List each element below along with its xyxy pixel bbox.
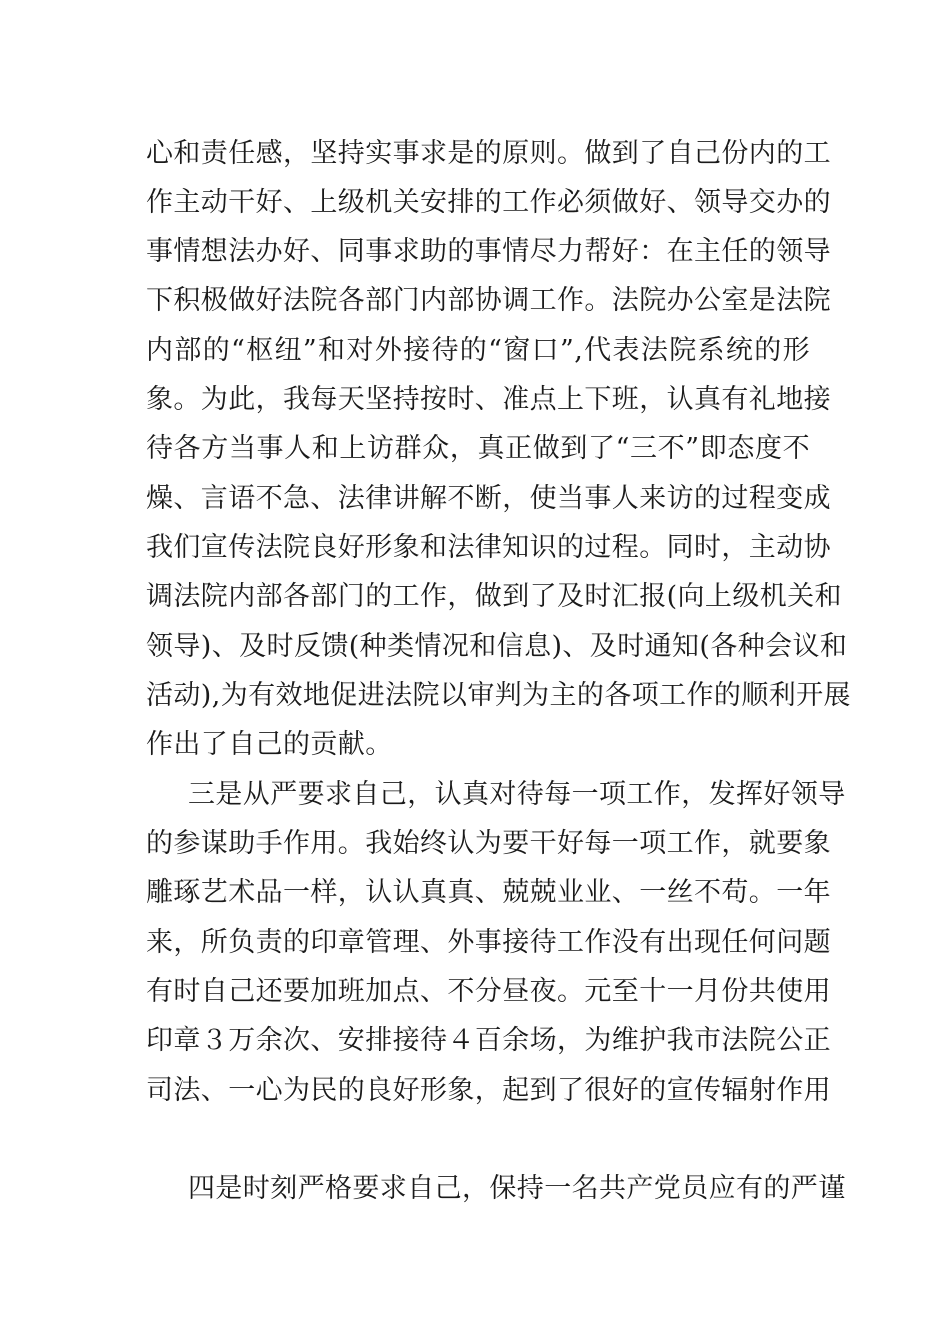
text-line: 心和责任感，坚持实事求是的原则。做到了自己份内的工 xyxy=(146,138,831,169)
paragraph-start-line: 四是时刻严格要求自己，保持一名共产党员应有的严谨 xyxy=(188,1173,846,1204)
text-line: 雕琢艺术品一样，认认真真、兢兢业业、一丝不苟。一年 xyxy=(146,877,831,908)
text-line: 作主动干好、上级机关安排的工作必须做好、领导交办的 xyxy=(146,187,831,218)
text-line: 事情想法办好、同事求助的事情尽力帮好：在主任的领导 xyxy=(146,236,831,267)
text-line: 作出了自己的贡献。 xyxy=(146,729,393,760)
text-line: 待各方当事人和上访群众，真正做到了“三不”即态度不 xyxy=(146,433,810,464)
text-line: 调法院内部各部门的工作，做到了及时汇报(向上级机关和 xyxy=(146,581,842,612)
text-line: 的参谋助手作用。我始终认为要干好每一项工作，就要象 xyxy=(146,828,831,859)
text-line: 我们宣传法院良好形象和法律知识的过程。同时，主动协 xyxy=(146,532,831,563)
paragraph-start-line: 三是从严要求自己，认真对待每一项工作，发挥好领导 xyxy=(188,779,846,810)
text-line: 印章３万余次、安排接待４百余场，为维护我市法院公正 xyxy=(146,1025,831,1056)
text-line: 燥、言语不急、法律讲解不断，使当事人来访的过程变成 xyxy=(146,483,831,514)
text-line: 领导)、及时反馈(种类情况和信息)、及时通知(各种会议和 xyxy=(146,631,848,662)
text-line: 司法、一心为民的良好形象，起到了很好的宣传辐射作用 xyxy=(146,1075,831,1106)
text-line: 活动),为有效地促进法院以审判为主的各项工作的顺利开展 xyxy=(146,680,851,711)
text-line: 象。为此，我每天坚持按时、准点上下班，认真有礼地接 xyxy=(146,384,831,415)
text-line: 内部的“枢纽”和对外接待的“窗口”,代表法院系统的形 xyxy=(146,335,810,366)
text-line: 有时自己还要加班加点、不分昼夜。元至十一月份共使用 xyxy=(146,976,831,1007)
text-line: 下积极做好法院各部门内部协调工作。法院办公室是法院 xyxy=(146,285,831,316)
text-line: 来，所负责的印章管理、外事接待工作没有出现任何问题 xyxy=(146,927,831,958)
